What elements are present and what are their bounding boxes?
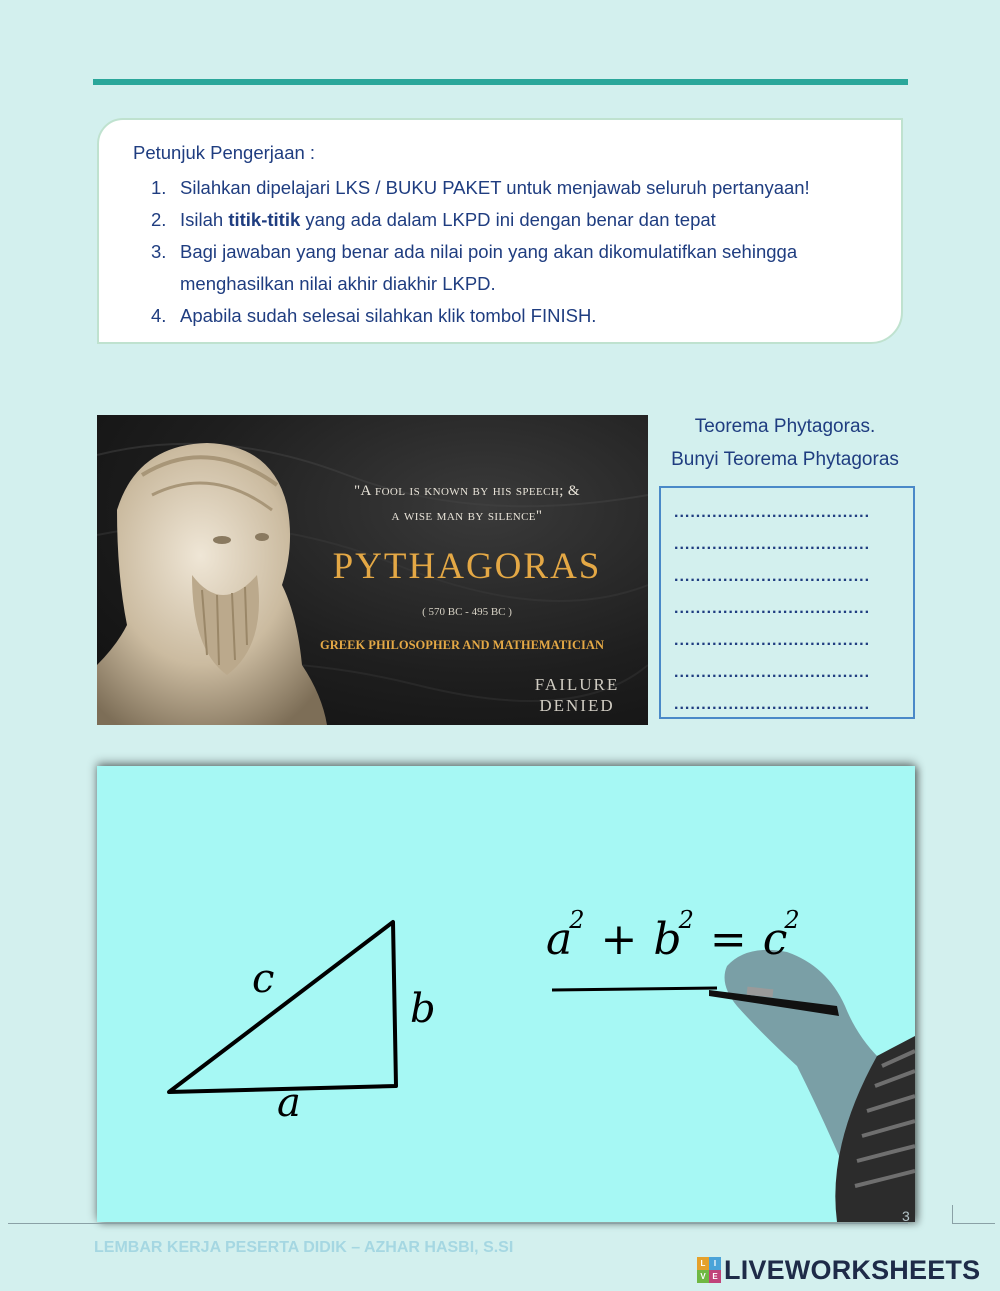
instructions-list: [133, 172, 893, 332]
instruction-item: 4. Apabila sudah selesai silahkan klik tombol FINISH.: [151, 305, 597, 326]
footer-divider: [8, 1223, 908, 1224]
answer-dot-line: ....................................: [674, 602, 871, 616]
instruction-item: 2. Isilah titik-titik yang ada dalam LKPD ini dengan benar dan tepat: [151, 209, 716, 230]
side-label-b: b: [410, 986, 436, 1032]
footer-credit: LEMBAR KERJA PESERTA DIDIK – AZHAR HASBI, S.SI: [94, 1239, 514, 1256]
whiteboard-illustration: [97, 766, 915, 1222]
poster-quote: "A fool is known by his speech; & a wise man by silence": [353, 483, 581, 524]
side-label-a: a: [277, 1080, 301, 1126]
answer-dot-line: ....................................: [674, 506, 871, 520]
liveworksheets-logo[interactable]: [697, 1255, 980, 1285]
theorem-heading: Teorema Phytagoras. Bunyi Teorema Phytagoras: [671, 416, 899, 470]
instruction-item: 1. Silahkan dipelajari LKS / BUKU PAKET untuk menjawab seluruh pertanyaan!: [151, 177, 810, 198]
instructions-title: Petunjuk Pengerjaan :: [133, 142, 316, 163]
board-drawing: [97, 766, 915, 1222]
liveworksheets-badge-icon: L I V E: [697, 1257, 721, 1283]
answer-dot-line: ....................................: [674, 634, 871, 648]
answer-dot-line: ....................................: [674, 538, 871, 552]
poster-tagline: FAILURE DENIED: [534, 675, 620, 715]
liveworksheets-wordmark: LIVEWORKSHEETS: [724, 1254, 981, 1285]
side-label-c: c: [252, 956, 275, 1002]
pythagoras-poster: [97, 415, 648, 725]
footer-corner: [952, 1205, 995, 1224]
pythagorean-formula: $a^2 + b^2 = c^2$: [546, 906, 801, 965]
top-divider: [93, 79, 908, 85]
poster-years: ( 570 BC - 495 BC ): [422, 606, 512, 618]
page-number: 3: [902, 1208, 910, 1224]
poster-name: PYTHAGORAS: [332, 546, 602, 587]
instruction-item: 3. Bagi jawaban yang benar ada nilai poin yang akan dikomulatifkan sehingga menghasilkan nilai akhir diakhir LKPD.: [151, 241, 798, 294]
answer-dot-line: ....................................: [674, 666, 871, 680]
poster-description: GREEK PHILOSOPHER AND MATHEMATICIAN: [320, 638, 604, 652]
answer-input-box[interactable]: [659, 486, 915, 719]
answer-dot-line: ....................................: [674, 570, 871, 584]
right-triangle: [169, 922, 396, 1092]
underline-stroke: [552, 988, 717, 990]
instructions-panel: [97, 118, 903, 344]
answer-dot-line: ....................................: [674, 698, 871, 712]
writing-hand-icon: [709, 950, 915, 1222]
